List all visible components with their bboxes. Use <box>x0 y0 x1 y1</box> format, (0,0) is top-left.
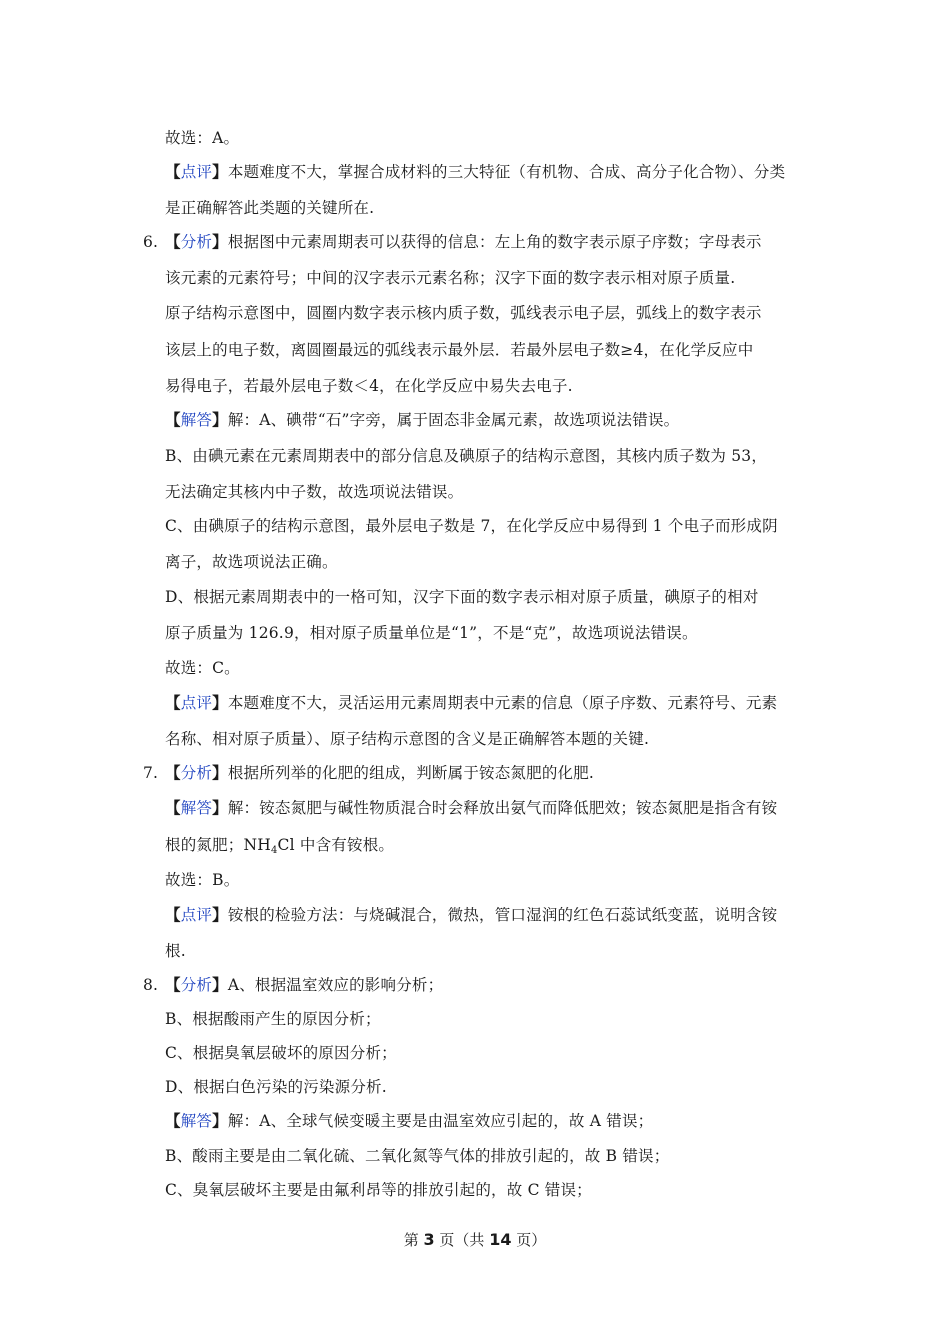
text-line: 该层上的电子数，离圆圈最远的弧线表示最外层．若最外层电子数≥4，在化学反应中 <box>165 341 754 359</box>
question-line: 6. 【分析】根据图中元素周期表可以获得的信息：左上角的数字表示原子序数；字母表示 <box>143 232 762 251</box>
text-line: 离子，故选项说法正确。 <box>165 553 338 571</box>
comment-tag: 点评 <box>180 163 213 181</box>
question-number: 6. <box>143 233 159 251</box>
question-number: 8. <box>143 976 159 994</box>
text-line: 【解答】解：A、全球气候变暖主要是由温室效应引起的，故 A 错误； <box>165 1111 654 1130</box>
text-line: 【点评】本题难度不大，灵活运用元素周期表中元素的信息（原子序数、元素符号、元素 <box>165 693 778 712</box>
question-line: 7. 【分析】根据所列举的化肥的组成，判断属于铵态氮肥的化肥. <box>143 763 595 782</box>
page-number: 3 <box>423 1230 435 1249</box>
text-line: 原子质量为 126.9，相对原子质量单位是“1”，不是“克”，故选项说法错误。 <box>165 624 698 642</box>
answer-tag: 解答 <box>180 799 213 817</box>
text-line: 【点评】铵根的检验方法：与烧碱混合，微热，管口湿润的红色石蕊试纸变蓝，说明含铵 <box>165 905 778 924</box>
text-line: D、根据白色污染的污染源分析. <box>165 1078 387 1096</box>
text-line: 根的氮肥；$NH_4Cl$ 中含有铵根。 <box>165 836 395 856</box>
text-line: B、由碘元素在元素周期表中的部分信息及碘原子的结构示意图，其核内质子数为 53， <box>165 447 768 465</box>
analysis-tag: 分析 <box>180 976 213 994</box>
text-line: 【解答】解：A、碘带“石”字旁，属于固态非金属元素，故选项说法错误。 <box>165 410 680 429</box>
text-line: 故选：A。 <box>165 129 240 147</box>
text-line: 名称、相对原子质量）、原子结构示意图的含义是正确解答本题的关键. <box>165 730 650 748</box>
text-line: 根. <box>165 942 186 960</box>
answer-tag: 解答 <box>180 1112 213 1130</box>
text-line: B、根据酸雨产生的原因分析； <box>165 1010 381 1028</box>
text-line: 【点评】本题难度不大，掌握合成材料的三大特征（有机物、合成、高分子化合物）、分类 <box>165 162 786 181</box>
page-footer: 第 3 页（共 14 页） <box>403 1230 547 1249</box>
text-line: 是正确解答此类题的关键所在. <box>165 199 375 217</box>
text-line: C、臭氧层破坏主要是由氟利昂等的排放引起的，故 C 错误； <box>165 1181 592 1199</box>
answer-tag: 解答 <box>180 411 213 429</box>
text-line: D、根据元素周期表中的一格可知，汉字下面的数字表示相对原子质量，碘原子的相对 <box>165 588 759 606</box>
analysis-tag: 分析 <box>180 233 213 251</box>
comment-tag: 点评 <box>180 906 213 924</box>
text-line: 故选：C。 <box>165 659 240 677</box>
text-line: 无法确定其核内中子数，故选项说法错误。 <box>165 483 464 501</box>
total-pages: 14 <box>489 1230 512 1249</box>
comment-tag: 点评 <box>180 694 213 712</box>
text-line: 【解答】解：铵态氮肥与碱性物质混合时会释放出氨气而降低肥效；铵态氮肥是指含有铵 <box>165 798 778 817</box>
text-line: C、由碘原子的结构示意图，最外层电子数是 7，在化学反应中易得到 1 个电子而形成阴 <box>165 517 778 535</box>
text-line: 故选：B。 <box>165 871 240 889</box>
subscript: 4 <box>270 845 278 856</box>
analysis-tag: 分析 <box>180 764 213 782</box>
text-line: B、酸雨主要是由二氧化硫、二氧化氮等气体的排放引起的，故 B 错误； <box>165 1147 670 1165</box>
text-line: 该元素的元素符号；中间的汉字表示元素名称；汉字下面的数字表示相对原子质量. <box>165 269 736 287</box>
text-line: 原子结构示意图中，圆圈内数字表示核内质子数，弧线表示电子层，弧线上的数字表示 <box>165 304 762 322</box>
question-line: 8. 【分析】A、根据温室效应的影响分析； <box>143 975 444 994</box>
question-number: 7. <box>143 764 159 782</box>
text-line: C、根据臭氧层破坏的原因分析； <box>165 1044 397 1062</box>
text-line: 易得电子，若最外层电子数＜4，在化学反应中易失去电子. <box>165 377 573 395</box>
